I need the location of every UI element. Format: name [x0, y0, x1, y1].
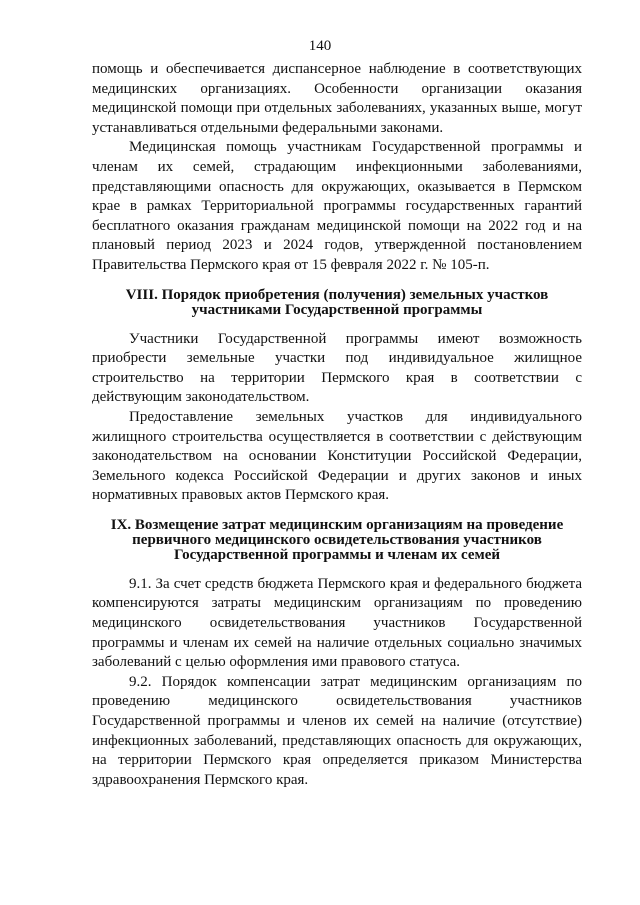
section-8-heading — [92, 288, 582, 318]
section-9-heading-line-1: IX. Возмещение затрат медицинским организациям на проведение — [110, 516, 564, 533]
section-9-heading-line-3: Государственной программы и членам их семей — [173, 546, 501, 563]
section-9-paragraph-9-1: 9.1. За счет средств бюджета Пермского края и федерального бюджета компенсируются затраты медицинским организациям по проведению медицинского освидетельствования участников Государственной программы и членам их семей на наличие отдельных социально значимых заболеваний с целью оформления ими правового статуса. — [92, 575, 582, 671]
section-9-heading — [92, 518, 582, 563]
section-8-heading-line-2: участниками Государственной программы — [191, 301, 483, 318]
section-9-heading-line-2: первичного медицинского освидетельствования участников — [132, 531, 542, 548]
section-8-paragraph-1: Участники Государственной программы имеют возможность приобрести земельные участки под индивидуальное жилищное строительство на территории Пермского края в соответствии с действующим законодательством. — [92, 330, 582, 406]
intro-paragraph-infectious-care: Медицинская помощь участникам Государственной программы и членам их семей, страдающим инфекционными заболеваниями, представляющими опасность для окружающих, оказывается в Пермском крае в рамках Территориальной программы государственных гарантий бесплатного оказания гражданам медицинской помощи на 2022 год и на плановый период 2023 и 2024 годов, утвержденной постановлением Правительства Пермского края от 15 февраля 2022 г. № 105-п. — [92, 139, 582, 273]
intro-paragraph-continued: помощь и обеспечивается диспансерное наблюдение в соответствующих медицинских организациях. Особенности организации оказания медицинской помощи при отдельных заболеваниях, указанных выше, могут устанавливаться отдельными федеральными законами. — [92, 61, 582, 136]
document-body — [92, 60, 582, 790]
section-8-heading-line-1: VIII. Порядок приобретения (получения) земельных участков — [125, 286, 549, 303]
page-number: 140 — [308, 38, 332, 54]
section-8-paragraph-2: Предоставление земельных участков для индивидуального жилищного строительства осуществляется в соответствии с действующим законодательством на основании Конституции Российской Федерации, Земельного кодекса Российской Федерации и других законов и иных нормативных правовых актов Пермского края. — [92, 408, 582, 504]
section-9-paragraph-9-2: 9.2. Порядок компенсации затрат медицинским организациям по проведению медицинского освидетельствования участников Государственной программы и членов их семей на наличие (отсутствие) инфекционных заболеваний, представляющих опасность для окружающих, на территории Пермского края определяется приказом Министерства здравоохранения Пермского края. — [92, 673, 582, 788]
